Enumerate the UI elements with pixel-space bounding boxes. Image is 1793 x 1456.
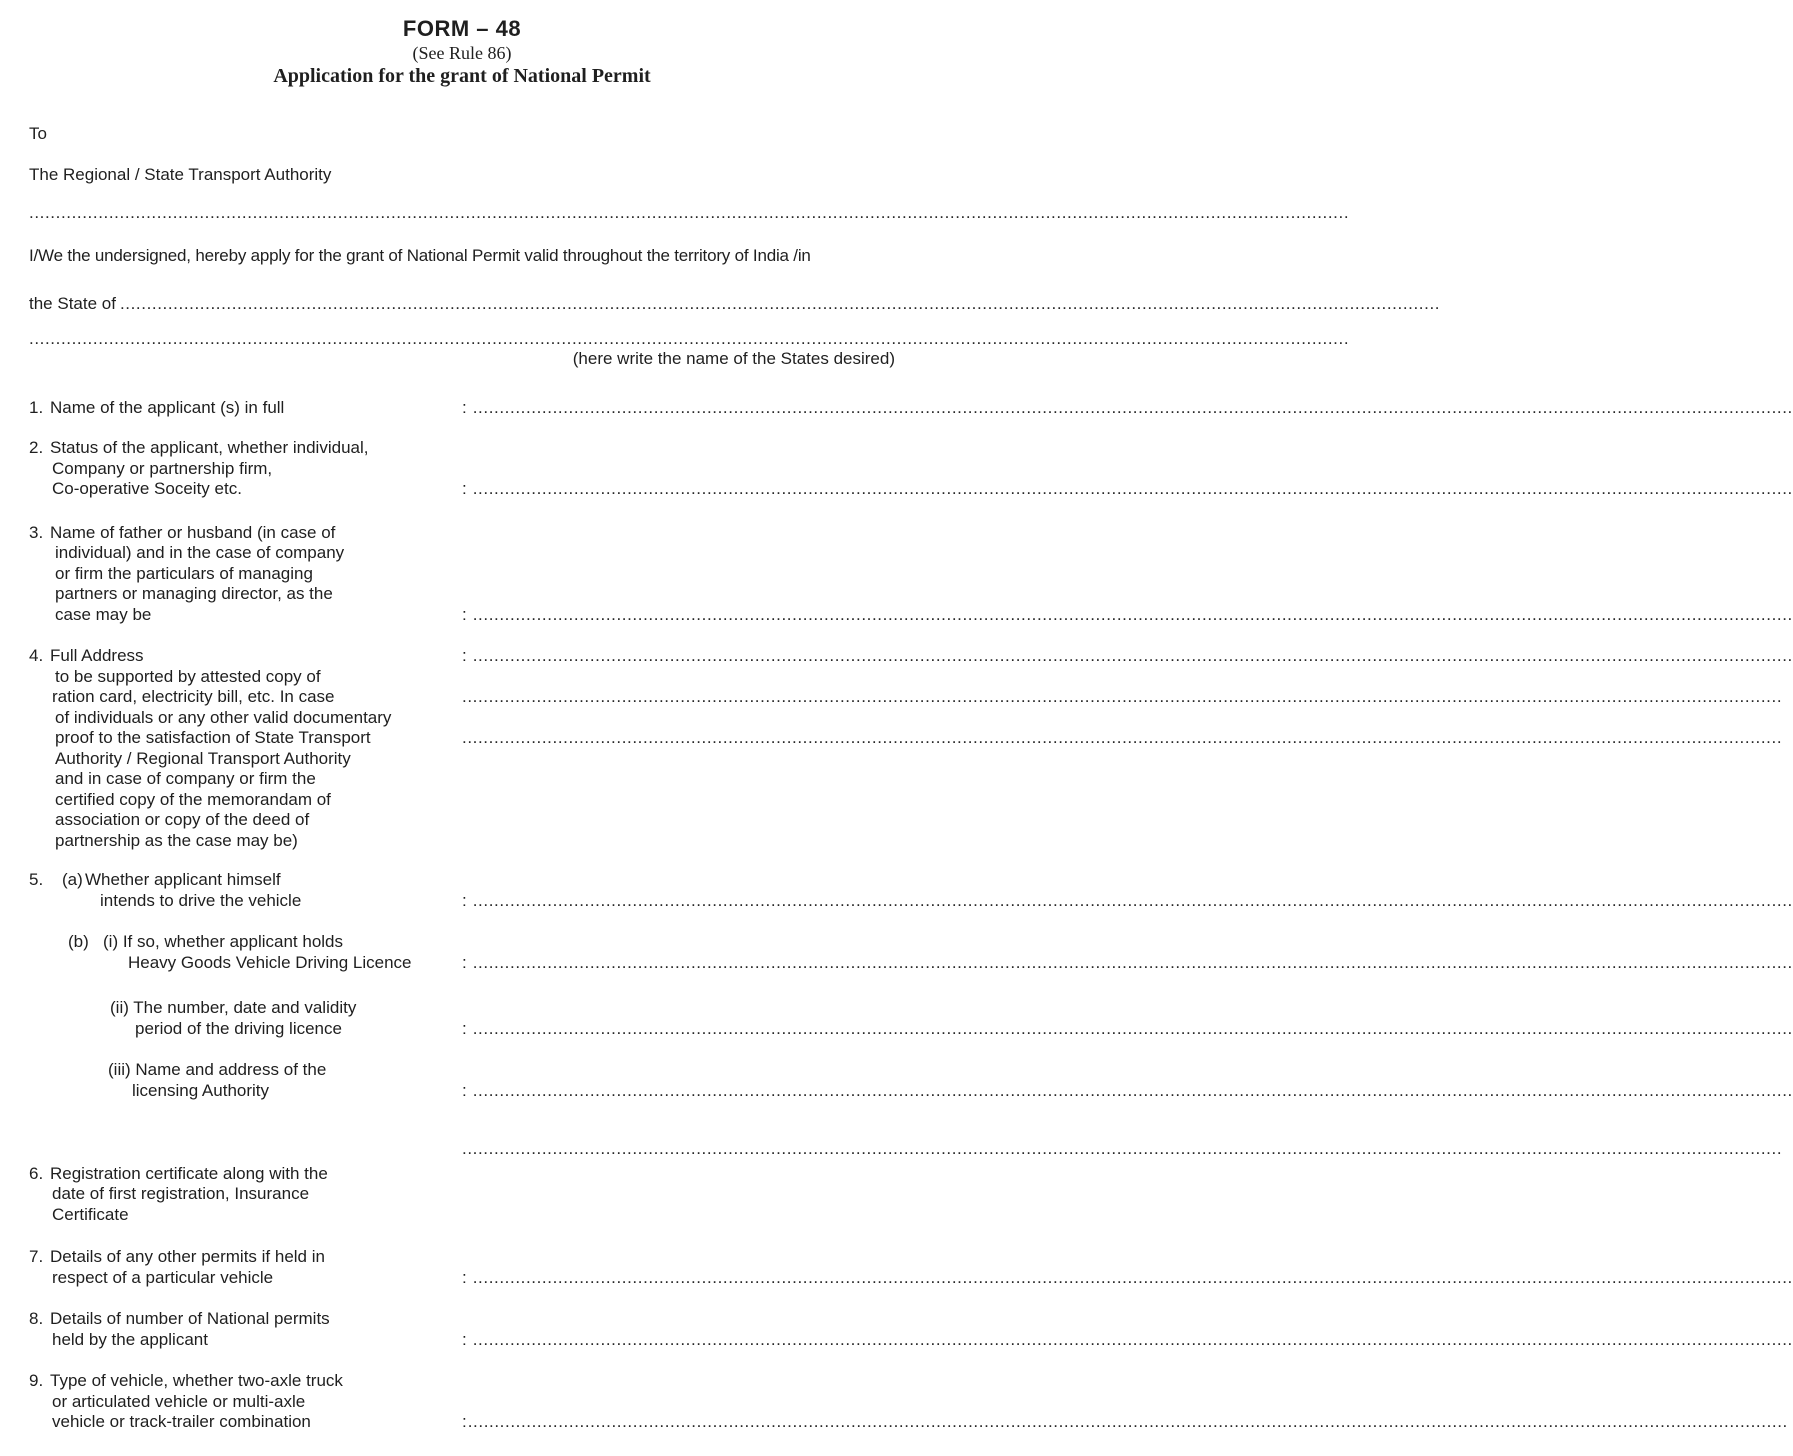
question-text: Details of number of National permits [50, 1309, 330, 1328]
answer-colon: : [462, 1267, 467, 1287]
question-text: licensing Authority [132, 1080, 270, 1100]
answer-dots: ........................................................................................................................................................................................................................................................ [462, 687, 1783, 706]
answer-line [462, 1329, 1793, 1351]
answer-dots: ........................................................................................................................................................................................................................................................ [472, 1267, 1793, 1287]
answer-line [462, 604, 1793, 626]
question-line [29, 1184, 895, 1205]
continuation-blank-line [29, 1139, 1783, 1160]
question-6 [29, 1164, 895, 1226]
question-line [29, 728, 1783, 749]
answer-colon: : [462, 890, 467, 910]
rule-reference: (See Rule 86) [412, 43, 512, 63]
question-text: date of first registration, Insurance [52, 1184, 310, 1203]
question-text: proof to the satisfaction of State Transport [55, 728, 371, 747]
states-note: (here write the name of the States desired) [572, 349, 895, 368]
question-text: period of the driving licence [135, 1018, 342, 1038]
question-line [29, 604, 1793, 626]
question-text: association or copy of the deed of [55, 810, 310, 829]
answer-dots: ........................................................................................................................................................................................................................................................ [462, 728, 1783, 747]
question-text: of individuals or any other valid documentary [55, 707, 392, 727]
question-text: and in case of company or firm the [55, 769, 316, 788]
question-8 [29, 1309, 1793, 1350]
question-text: (i) If so, whether applicant holds [103, 932, 344, 951]
question-line [29, 543, 895, 564]
question-text: vehicle or track-trailer combination [52, 1412, 311, 1431]
question-text: held by the applicant [52, 1329, 208, 1349]
question-line [29, 890, 1793, 912]
answer-line [462, 687, 1783, 708]
question-line [29, 438, 895, 459]
question-text: (iii) Name and address of the [108, 1060, 327, 1079]
question-5b-iii [29, 1060, 1793, 1101]
question-text: Full Address [50, 646, 144, 665]
question-4 [29, 646, 1793, 851]
question-text: Heavy Goods Vehicle Driving Licence [128, 952, 412, 972]
question-line [29, 1080, 1793, 1102]
state-of-blank-dots: ........................................................................................................................................................................................................................................................ [119, 294, 1441, 313]
question-text: Registration certificate along with the [50, 1163, 328, 1183]
question-text: Certificate [52, 1204, 129, 1224]
blank-dots: ........................................................................................................................................................................................................................................................ [29, 328, 1350, 348]
answer-colon: : [462, 1329, 467, 1349]
question-line [29, 687, 1783, 708]
question-line [29, 397, 1793, 419]
question-number: 9. [29, 1371, 44, 1390]
question-number: 4. [29, 646, 44, 665]
question-line [29, 1412, 1788, 1433]
question-line [29, 564, 895, 585]
answer-line [462, 890, 1793, 912]
form-number: FORM – 48 [402, 16, 522, 41]
question-text: Status of the applicant, whether individual, [50, 438, 369, 457]
answer-line [462, 1080, 1793, 1102]
question-line [29, 584, 895, 605]
question-line [29, 1205, 895, 1226]
question-line [29, 810, 895, 831]
question-text: Whether applicant himself [85, 870, 281, 889]
answer-colon: : [462, 1080, 467, 1100]
question-line [29, 523, 895, 544]
sub-label-a: (a) [62, 870, 83, 889]
answer-line [462, 397, 1793, 419]
question-line [29, 790, 895, 811]
question-3 [29, 522, 1793, 626]
answer-line [462, 1267, 1793, 1289]
answer-dots: ........................................................................................................................................................................................................................................................ [472, 1329, 1793, 1349]
state-of-line [29, 294, 1441, 315]
question-number: 6. [29, 1163, 44, 1183]
question-line [29, 1247, 895, 1268]
question-line [29, 1309, 895, 1330]
question-5a [29, 870, 1793, 911]
question-text: (ii) The number, date and validity [110, 998, 357, 1017]
answer-line [462, 479, 1793, 500]
document-title: Application for the grant of National Permit [273, 65, 651, 87]
question-text: Authority / Regional Transport Authority [55, 748, 351, 768]
answer-line [462, 646, 1793, 667]
question-line [29, 831, 895, 852]
question-text: partnership as the case may be) [55, 830, 298, 850]
question-line [29, 459, 895, 480]
question-line [29, 1392, 895, 1413]
state-of-prefix: the State of [29, 294, 116, 313]
question-line [29, 646, 1793, 667]
question-text: partners or managing director, as the [55, 584, 333, 603]
question-number: 7. [29, 1247, 44, 1266]
answer-line [462, 1412, 1788, 1433]
answer-colon: : [462, 397, 467, 417]
question-text: Type of vehicle, whether two-axle truck [50, 1371, 343, 1390]
question-5b-ii [29, 998, 1793, 1039]
question-text: or firm the particulars of managing [55, 563, 313, 583]
question-line [29, 1018, 1793, 1040]
answer-line [462, 728, 1783, 749]
question-text: Details of any other permits if held in [50, 1247, 325, 1266]
question-text: certified copy of the memorandam of [55, 789, 331, 809]
question-text: Co-operative Soceity etc. [52, 479, 242, 498]
addressee-authority: The Regional / State Transport Authority [29, 164, 332, 184]
answer-dots: ........................................................................................................................................................................................................................................................ [472, 646, 1793, 665]
intro-paragraph: I/We the undersigned, hereby apply for the grant of National Permit valid throughout the territory of India /in [29, 245, 811, 265]
question-line [29, 479, 1793, 500]
answer-dots: ........................................................................................................................................................................................................................................................ [472, 1018, 1793, 1038]
answer-colon: : [462, 646, 467, 665]
question-line [29, 998, 895, 1019]
question-line [29, 1060, 895, 1081]
question-number: 1. [29, 397, 44, 417]
question-text: individual) and in the case of company [55, 543, 345, 562]
question-text: Name of father or husband (in case of [50, 522, 336, 542]
answer-colon: : [462, 1412, 467, 1431]
answer-dots: ........................................................................................................................................................................................................................................................ [472, 604, 1793, 624]
answer-dots: ........................................................................................................................................................................................................................................................ [472, 1080, 1793, 1100]
question-text: case may be [55, 604, 152, 624]
question-line [29, 932, 895, 953]
question-line [29, 870, 895, 891]
question-line [29, 769, 895, 790]
answer-colon: : [462, 479, 467, 498]
question-text: intends to drive the vehicle [100, 890, 302, 910]
question-7 [29, 1247, 1793, 1288]
answer-colon: : [462, 1018, 467, 1038]
question-2 [29, 438, 1793, 500]
question-1 [29, 397, 1793, 419]
question-text: Company or partnership firm, [52, 458, 273, 478]
answer-line [462, 1139, 1783, 1160]
answer-colon: : [462, 604, 467, 624]
question-line [29, 667, 895, 688]
question-line [29, 952, 1793, 974]
blank-dots: ........................................................................................................................................................................................................................................................ [29, 203, 1350, 222]
question-9 [29, 1371, 1788, 1433]
question-number: 5. [29, 870, 44, 889]
answer-dots: ........................................................................................................................................................................................................................................................ [472, 952, 1793, 972]
question-line [29, 708, 895, 729]
states-blank-line [29, 328, 1350, 350]
answer-colon: : [462, 952, 467, 972]
question-line [29, 1164, 895, 1185]
answer-dots: ........................................................................................................................................................................................................................................................ [472, 479, 1793, 498]
answer-dots: ........................................................................................................................................................................................................................................................ [472, 397, 1793, 417]
question-line [29, 1329, 1793, 1351]
question-text: or articulated vehicle or multi-axle [52, 1391, 306, 1411]
answer-dots: ........................................................................................................................................................................................................................................................ [467, 1412, 1788, 1431]
question-5b-i [29, 932, 1793, 973]
authority-name-blank-line [29, 203, 1350, 224]
question-number: 8. [29, 1309, 44, 1328]
question-line [29, 1267, 1793, 1289]
question-text: to be supported by attested copy of [55, 666, 321, 686]
answer-line [462, 1018, 1793, 1040]
sub-label-b: (b) [68, 932, 89, 951]
question-number: 3. [29, 522, 44, 542]
question-text: ration card, electricity bill, etc. In case [52, 687, 335, 706]
answer-dots: ........................................................................................................................................................................................................................................................ [462, 1139, 1783, 1158]
question-text: respect of a particular vehicle [52, 1267, 274, 1287]
answer-dots: ........................................................................................................................................................................................................................................................ [472, 890, 1793, 910]
question-text: Name of the applicant (s) in full [50, 397, 285, 417]
question-line [29, 1371, 895, 1392]
salutation-to: To [29, 124, 47, 143]
answer-line [462, 952, 1793, 974]
question-number: 2. [29, 438, 44, 457]
question-line [29, 749, 895, 770]
